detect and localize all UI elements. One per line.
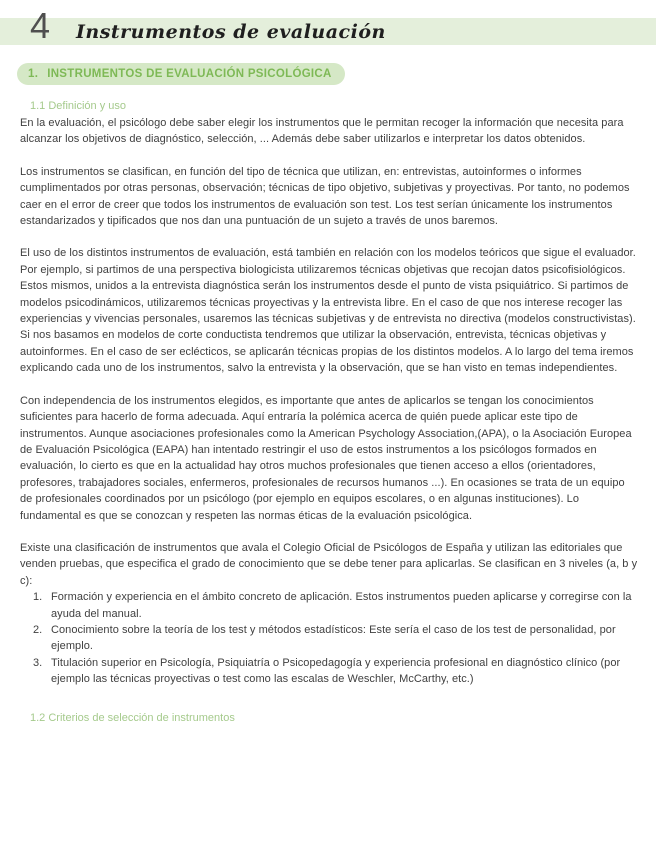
list-item-text: Formación y experiencia en el ámbito concreto de aplicación. Estos instrumentos pueden aplicarse y corregirse con la ayuda del manual.	[51, 591, 632, 620]
section-title: INSTRUMENTOS DE EVALUACIÓN PSICOLÓGICA	[47, 68, 332, 80]
paragraph-4: Con independencia de los instrumentos elegidos, es importante que antes de aplicarlos se tengan los conocimientos suficientes para hacerlo de forma adecuada. Aquí entraría la polémica acerca de quién puede aplicar este tipo de instrumentos. Aunque asociaciones profesionales como la American Psychology Association,(APA), o la Asociación Europea de Evaluación Psicológica (EAPA) han intentado restringir el uso de estos instrumentos a los psicólogos formados en evaluación, lo cierto es que en la actualidad hay otros muchos profesionales que tienen acceso a ellos (orientadores, profesores, trabajadores sociales, enfermeros, profesionales de recursos humanos ...). En ocasiones se trata de un equipo de profesionales coordinados por un psicólogo (por ejemplo en equipos escolares, o en algunas instituciones). Lo fundamental es que se conozcan y respeten las normas éticas de la evaluación psicológica.	[20, 394, 632, 522]
chapter-number: 4	[30, 5, 51, 46]
list-item-text: Conocimiento sobre la teoría de los test y métodos estadísticos: Este sería el caso de los test de personalidad, por ejemplo.	[51, 623, 616, 653]
paragraph-3: El uso de los distintos instrumentos de evaluación, está también en relación con los modelos teóricos que sigue el evaluador. Por ejemplo, si partimos de una perspectiva biologicista utilizaremos técnicas objetivas que recojan datos psicofisiológicos. Estos mismos, unidos a la entrevista diagnóstica serán los instrumentos desde el punto de vista psiquiátrico. Si partimos de modelos psicodinámicos, utilizaremos técnicas proyectivas y la entrevista libre. En el caso de que nos interese recoger las experiencias y vivencias personales, usaremos las técnicas subjetivas y de entrevista no directiva (modelos constructivistas). Si nos basamos en modelos de corte conductista tendremos que utilizar la observación, entrevista, técnicas objetivas y autoinformes. En el caso de ser eclécticos, se aplicarán técnicas propias de los distintos modelos. A lo largo del tema iremos explicando cada uno de los instrumentos, salvo la entrevista y la observación, que se han visto en temas independientes.	[20, 247, 636, 375]
subsection-heading-1-1: 1.1 Definición y uso	[30, 100, 126, 112]
list-item	[20, 589, 638, 622]
subsection-heading-1-2: 1.2 Criterios de selección de instrumentos	[30, 711, 235, 724]
list-item	[20, 622, 638, 655]
chapter-title: Instrumentos de evaluación	[76, 21, 386, 43]
paragraph-1: En la evaluación, el psicólogo debe saber elegir los instrumentos que le permitan recoger la información que necesita para alcanzar los objetivos de diagnóstico, selección, ... Además debe saber utilizarlos e interpretar los datos obtenidos.	[20, 117, 624, 146]
section-number: 1.	[28, 68, 39, 80]
paragraph-5: Existe una clasificación de instrumentos que avala el Colegio Oficial de Psicólogos de España y utilizan las editoriales que venden pruebas, que especifica el grado de conocimiento que se debe tener para aplicarlas. Se clasifican en 3 niveles (a, b y c):	[20, 541, 638, 587]
page-content	[0, 115, 656, 688]
chapter-header-band	[0, 5, 656, 46]
list-item-number: 1.	[33, 591, 43, 604]
levels-ordered-list	[20, 589, 638, 687]
paragraph-2: Los instrumentos se clasifican, en función del tipo de técnica que utilizan, en: entrevistas, autoinformes o informes cumplimentados por otras personas, observación; técnicas de tipo objetivo, subjetivas y proyectivas. Por tanto, no podemos caer en el error de creer que todos los instrumentos de evaluación son test. Los test serían únicamente los instrumentos estandarizados y tipificados que nos dan una puntuación de un sujeto a través de unos baremos.	[20, 165, 630, 228]
section-badge	[17, 63, 345, 85]
list-item-number: 3.	[33, 656, 43, 669]
list-item-text: Titulación superior en Psicología, Psiquiatría o Psicopedagogía y experiencia profesional en diagnóstico clínico (por ejemplo las técnicas proyectivas o test como las escalas de Weschler, McCarthy, etc.)	[51, 656, 621, 686]
list-item-number: 2.	[33, 623, 43, 636]
list-item	[20, 655, 638, 688]
